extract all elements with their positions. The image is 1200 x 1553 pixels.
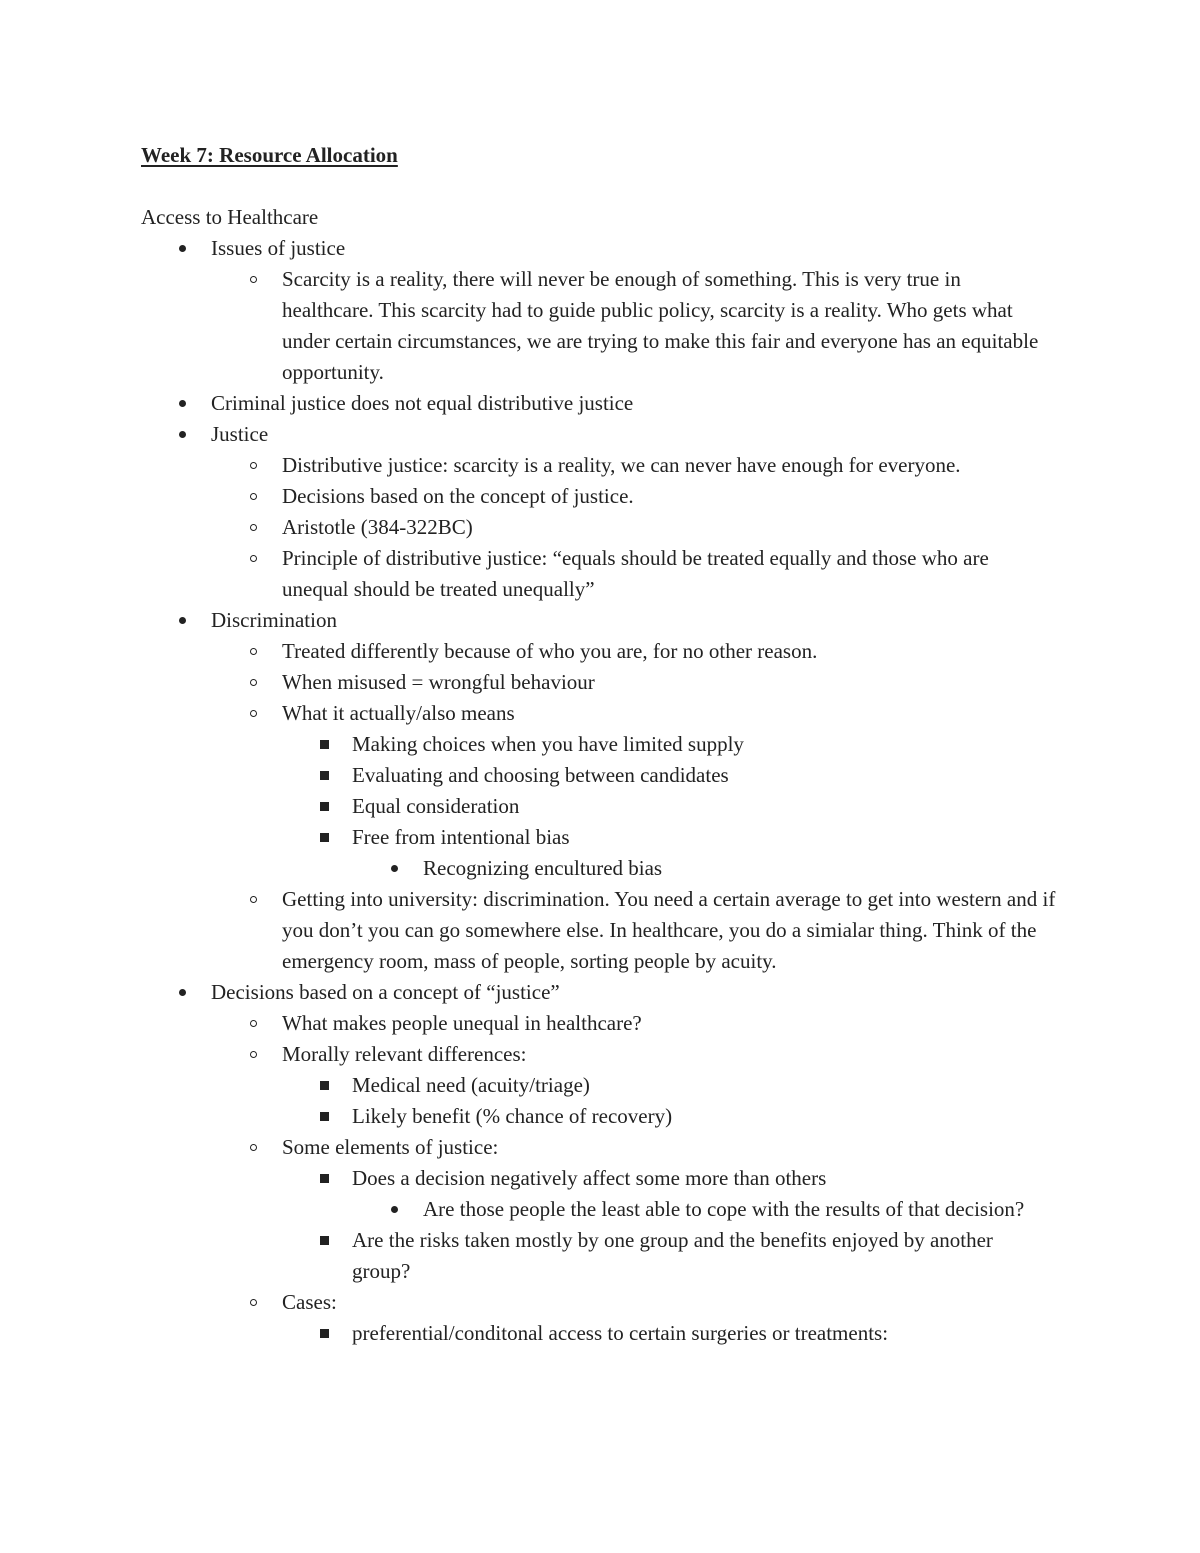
bullet-circle-icon (246, 264, 260, 295)
list-item (141, 760, 1056, 791)
list-item (141, 1101, 1056, 1132)
list-item-text: Recognizing encultured bias (423, 856, 663, 880)
list-item (141, 512, 1056, 543)
list-item-text: What it actually/also means (282, 701, 515, 725)
list-item-text: Distributive justice: scarcity is a reality, we can never have enough for everyone. (282, 453, 961, 477)
list-item-text: Discrimination (211, 608, 337, 632)
bullet-circle-icon (246, 636, 260, 667)
bullet-circle-icon (246, 884, 260, 915)
bullet-square-icon (317, 1070, 331, 1101)
spacer (141, 171, 1056, 202)
list-item-text: Making choices when you have limited supply (352, 732, 744, 756)
list-item (141, 450, 1056, 481)
list-item (141, 636, 1056, 667)
list-item (141, 1318, 1056, 1349)
list-item (141, 605, 1056, 636)
sublist-container (141, 1008, 1056, 1349)
list-item-text: Aristotle (384-322BC) (282, 515, 473, 539)
bullet-list-level-1 (141, 233, 1056, 1349)
sublist-container (141, 853, 1056, 884)
bullet-circle-icon (246, 512, 260, 543)
list-item-text: Cases: (282, 1290, 337, 1314)
list-item (141, 853, 1056, 884)
list-item-text: Justice (211, 422, 269, 446)
bullet-circle-icon (246, 1039, 260, 1070)
list-item (141, 1194, 1056, 1225)
list-item-text: Treated differently because of who you are, for no other reason. (282, 639, 818, 663)
sublist-container (141, 729, 1056, 884)
bullet-square-icon (317, 729, 331, 760)
list-item-text: Some elements of justice: (282, 1135, 499, 1159)
list-item-text: When misused = wrongful behaviour (282, 670, 595, 694)
list-item (141, 884, 1056, 977)
list-item-text: Equal consideration (352, 794, 520, 818)
list-item (141, 1070, 1056, 1101)
section-heading: Access to Healthcare (141, 205, 319, 229)
list-item-text: Morally relevant differences: (282, 1042, 527, 1066)
bullet-list-level-2 (141, 264, 1056, 388)
bullet-square-icon (317, 822, 331, 853)
bullet-circle-icon (246, 543, 260, 574)
list-item (141, 419, 1056, 450)
list-item-text: preferential/conditonal access to certain surgeries or treatments: (352, 1321, 889, 1345)
bullet-square-icon (317, 791, 331, 822)
bullet-list-level-3 (141, 1070, 1056, 1132)
bullet-list-level-3 (141, 729, 1056, 884)
bullet-disc-icon (387, 853, 401, 884)
list-item (141, 698, 1056, 729)
bullet-square-icon (317, 1101, 331, 1132)
sublist-container (141, 636, 1056, 977)
list-item-text: Likely benefit (% chance of recovery) (352, 1104, 673, 1128)
list-item (141, 667, 1056, 698)
bullet-disc-icon (175, 977, 189, 1008)
sublist-container (141, 1163, 1056, 1287)
bullet-circle-icon (246, 1008, 260, 1039)
list-item-text: Are those people the least able to cope with the results of that decision? (423, 1197, 1025, 1221)
sublist-container (141, 1318, 1056, 1349)
bullet-disc-icon (175, 233, 189, 264)
bullet-square-icon (317, 1225, 331, 1256)
list-item (141, 1225, 1056, 1287)
list-item-text: Medical need (acuity/triage) (352, 1073, 590, 1097)
document-page (141, 140, 1056, 1349)
list-item-text: Does a decision negatively affect some more than others (352, 1166, 827, 1190)
bullet-list-level-2 (141, 636, 1056, 977)
list-item-text: Criminal justice does not equal distributive justice (211, 391, 634, 415)
list-item-text: Principle of distributive justice: “equals should be treated equally and those who are unequal should be treated unequally” (282, 546, 989, 601)
list-item (141, 1132, 1056, 1163)
list-item (141, 264, 1056, 388)
bullet-disc-icon (175, 605, 189, 636)
bullet-square-icon (317, 1163, 331, 1194)
list-item (141, 1163, 1056, 1194)
list-item-text: Getting into university: discrimination. You need a certain average to get into western and if you don’t you can go somewhere else. In healthcare, you do a simialar thing. Think of the emergency room, mass of people, sorting people by acuity. (282, 887, 1056, 973)
list-item (141, 1039, 1056, 1070)
bullet-list-level-4 (141, 1194, 1056, 1225)
list-item-text: Are the risks taken mostly by one group and the benefits enjoyed by another group? (352, 1228, 993, 1283)
bullet-square-icon (317, 760, 331, 791)
list-item (141, 822, 1056, 853)
sublist-container (141, 264, 1056, 388)
bullet-circle-icon (246, 481, 260, 512)
list-item-text: Issues of justice (211, 236, 346, 260)
bullet-disc-icon (175, 419, 189, 450)
notes-outline (141, 233, 1056, 1349)
list-item (141, 1287, 1056, 1318)
bullet-list-level-3 (141, 1163, 1056, 1287)
bullet-square-icon (317, 1318, 331, 1349)
bullet-circle-icon (246, 667, 260, 698)
list-item (141, 481, 1056, 512)
bullet-list-level-4 (141, 853, 1056, 884)
list-item (141, 791, 1056, 822)
bullet-disc-icon (175, 388, 189, 419)
list-item-text: Scarcity is a reality, there will never be enough of something. This is very true in healthcare. This scarcity had to guide public policy, scarcity is a reality. Who gets what under certain circumstances, we are trying to make this fair and everyone has an equitable opportunity. (282, 267, 1039, 384)
sublist-container (141, 1070, 1056, 1132)
bullet-circle-icon (246, 1132, 260, 1163)
list-item (141, 543, 1056, 605)
list-item (141, 1008, 1056, 1039)
list-item-text: What makes people unequal in healthcare? (282, 1011, 642, 1035)
document-title: Week 7: Resource Allocation (141, 143, 398, 167)
list-item-text: Evaluating and choosing between candidates (352, 763, 729, 787)
list-item (141, 729, 1056, 760)
sublist-container (141, 450, 1056, 605)
list-item-text: Decisions based on the concept of justice. (282, 484, 634, 508)
sublist-container (141, 1194, 1056, 1225)
list-item (141, 233, 1056, 264)
list-item-text: Decisions based on a concept of “justice” (211, 980, 560, 1004)
list-item-text: Free from intentional bias (352, 825, 570, 849)
list-item (141, 977, 1056, 1008)
bullet-list-level-2 (141, 1008, 1056, 1349)
bullet-list-level-3 (141, 1318, 1056, 1349)
bullet-circle-icon (246, 698, 260, 729)
bullet-circle-icon (246, 450, 260, 481)
list-item (141, 388, 1056, 419)
bullet-list-level-2 (141, 450, 1056, 605)
bullet-circle-icon (246, 1287, 260, 1318)
bullet-disc-icon (387, 1194, 401, 1225)
